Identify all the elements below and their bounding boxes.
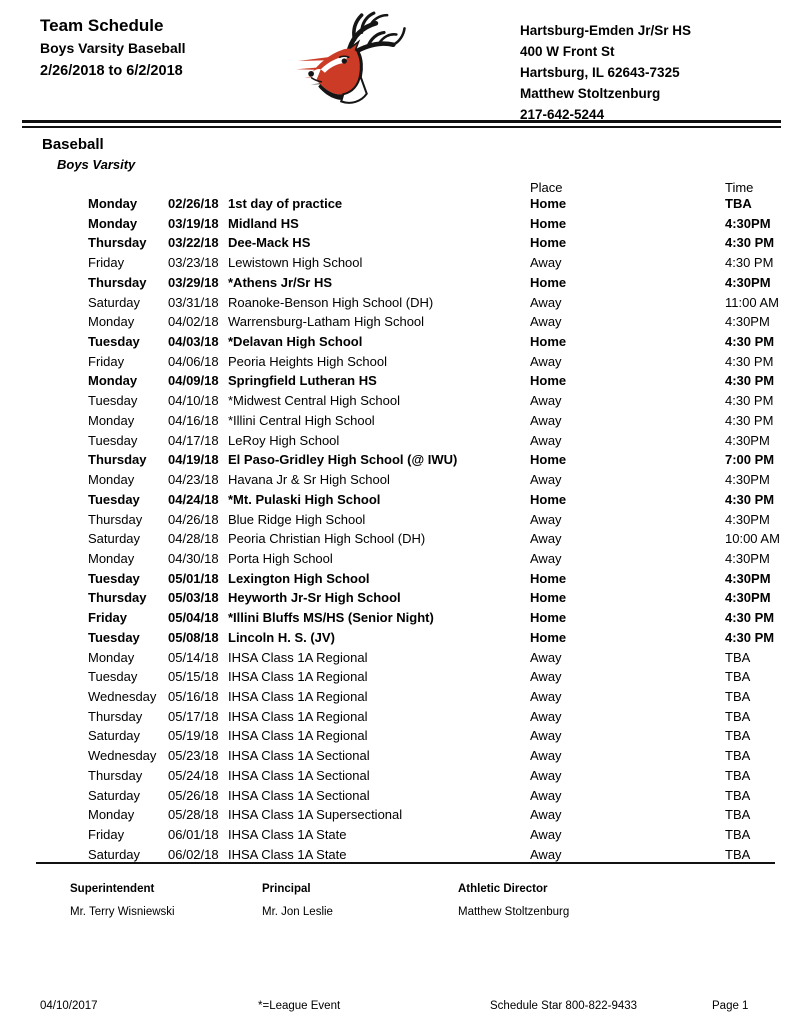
schedule-row — [0, 726, 800, 746]
event-name: IHSA Class 1A Sectional — [228, 748, 370, 764]
contact-phone: 217-642-5244 — [520, 107, 605, 122]
event-name: *Delavan High School — [228, 334, 363, 350]
schedule-table — [0, 181, 800, 864]
event-date: 05/23/18 — [168, 748, 219, 764]
schedule-row — [0, 293, 800, 313]
event-day: Friday — [88, 353, 125, 369]
event-name: Springfield Lutheran HS — [228, 373, 377, 389]
event-place: Away — [530, 255, 562, 271]
event-date: 03/22/18 — [168, 235, 219, 251]
team-name: Boys Varsity Baseball — [40, 40, 186, 56]
schedule-row — [0, 253, 800, 273]
school-city-state-zip: Hartsburg, IL 62643-7325 — [520, 65, 680, 80]
event-place: Away — [530, 787, 562, 803]
schedule-row — [0, 411, 800, 431]
event-day: Monday — [88, 649, 135, 665]
event-place: Home — [530, 334, 567, 350]
event-place: Away — [530, 728, 562, 744]
event-place: Away — [530, 550, 562, 566]
event-time: 4:30PM — [725, 215, 771, 231]
event-day: Wednesday — [88, 748, 157, 764]
event-name: IHSA Class 1A Regional — [228, 688, 368, 704]
contact-name: Matthew Stoltzenburg — [520, 86, 661, 101]
event-time: TBA — [725, 649, 751, 665]
event-day: Monday — [88, 412, 135, 428]
event-date: 06/02/18 — [168, 846, 219, 862]
event-name: El Paso-Gridley High School (@ IWU) — [228, 452, 458, 468]
event-time: 4:30PM — [725, 550, 770, 566]
schedule-row — [0, 608, 800, 628]
event-place: Away — [530, 412, 562, 428]
legend-league-event: *=League Event — [258, 1000, 341, 1012]
event-time: TBA — [725, 767, 751, 783]
event-place: Away — [530, 688, 562, 704]
event-time: 4:30PM — [725, 314, 770, 330]
staff-title: Principal — [262, 883, 311, 895]
event-time: TBA — [725, 748, 751, 764]
event-place: Home — [530, 629, 567, 645]
event-name: Havana Jr & Sr High School — [228, 472, 390, 488]
school-address: 400 W Front St — [520, 44, 615, 59]
event-place: Home — [530, 373, 567, 389]
event-day: Monday — [88, 196, 138, 211]
event-date: 04/03/18 — [168, 334, 219, 350]
event-date: 05/04/18 — [168, 610, 219, 626]
staff-name: Mr. Terry Wisniewski — [70, 906, 175, 918]
sport-title: Baseball — [42, 136, 104, 153]
event-date: 05/19/18 — [168, 728, 219, 744]
schedule-row — [0, 707, 800, 727]
event-date: 03/23/18 — [168, 255, 219, 271]
event-time: 10:00 AM — [725, 531, 780, 547]
event-place: Home — [530, 452, 567, 468]
staff-column — [70, 883, 175, 918]
event-date: 06/01/18 — [168, 827, 219, 842]
event-name: IHSA Class 1A State — [228, 827, 347, 842]
schedule-row — [0, 805, 800, 825]
event-date: 04/30/18 — [168, 550, 219, 566]
event-name: Porta High School — [228, 550, 333, 566]
event-place: Away — [530, 649, 562, 665]
page-number: Page 1 — [712, 1000, 749, 1012]
event-time: 4:30 PM — [725, 235, 775, 251]
event-place: Home — [530, 235, 567, 251]
event-date: 05/24/18 — [168, 767, 219, 783]
event-time: 4:30 PM — [725, 334, 775, 350]
school-name: Hartsburg-Emden Jr/Sr HS — [520, 23, 692, 38]
event-place: Away — [530, 432, 562, 448]
table-header-row — [0, 181, 800, 194]
event-place: Away — [530, 314, 562, 330]
school-info — [520, 20, 691, 125]
event-time: 4:30PM — [725, 570, 771, 586]
date-range: 2/26/2018 to 6/2/2018 — [40, 63, 183, 79]
event-name: Lexington High School — [228, 570, 370, 586]
event-date: 05/03/18 — [168, 590, 219, 606]
schedule-row — [0, 510, 800, 530]
schedule-row — [0, 233, 800, 253]
event-time: 4:30 PM — [725, 393, 774, 409]
schedule-row — [0, 569, 800, 589]
event-place: Away — [530, 472, 562, 488]
event-date: 02/26/18 — [168, 196, 219, 211]
event-place: Away — [530, 294, 562, 310]
event-day: Tuesday — [88, 570, 140, 586]
event-place: Home — [530, 215, 567, 231]
schedule-row — [0, 431, 800, 451]
event-name: IHSA Class 1A Supersectional — [228, 807, 403, 823]
event-time: 11:00 AM — [725, 294, 779, 310]
event-place: Away — [530, 827, 562, 842]
event-date: 05/26/18 — [168, 787, 219, 803]
event-date: 05/28/18 — [168, 807, 219, 823]
event-time: 4:30PM — [725, 274, 771, 290]
event-time: 4:30 PM — [725, 412, 774, 428]
event-name: Warrensburg-Latham High School — [228, 314, 425, 330]
schedule-row — [0, 312, 800, 332]
event-time: 4:30PM — [725, 511, 770, 527]
event-time: 4:30PM — [725, 472, 770, 488]
event-name: Heyworth Jr-Sr High School — [228, 590, 401, 606]
header-left — [40, 16, 186, 79]
event-place: Home — [530, 274, 567, 290]
schedule-row — [0, 273, 800, 293]
event-place: Home — [530, 590, 567, 606]
event-date: 04/24/18 — [168, 491, 219, 507]
staff-title: Superintendent — [70, 883, 155, 895]
event-place: Away — [530, 748, 562, 764]
print-date: 04/10/2017 — [40, 1000, 98, 1012]
event-date: 05/15/18 — [168, 669, 219, 685]
event-day: Thursday — [88, 511, 143, 527]
event-day: Thursday — [88, 590, 147, 606]
schedule-row — [0, 628, 800, 648]
event-time: TBA — [725, 846, 751, 862]
event-name: Dee-Mack HS — [228, 235, 311, 251]
event-day: Monday — [88, 807, 135, 823]
event-day: Saturday — [88, 531, 141, 547]
event-day: Tuesday — [88, 491, 140, 507]
event-time: TBA — [725, 708, 751, 724]
event-place: Away — [530, 807, 562, 823]
event-place: Away — [530, 669, 562, 685]
event-day: Saturday — [88, 787, 141, 803]
event-name: *Mt. Pulaski High School — [228, 491, 381, 507]
event-day: Tuesday — [88, 393, 138, 409]
event-name: LeRoy High School — [228, 432, 340, 448]
event-place: Home — [530, 570, 567, 586]
schedule-row — [0, 214, 800, 234]
event-day: Saturday — [88, 294, 141, 310]
event-day: Thursday — [88, 235, 147, 251]
event-name: Peoria Christian High School (DH) — [228, 531, 426, 547]
event-time: 4:30 PM — [725, 610, 775, 626]
staff-column — [262, 883, 333, 918]
event-day: Friday — [88, 827, 125, 842]
schedule-row — [0, 786, 800, 806]
event-date: 04/09/18 — [168, 373, 219, 389]
schedule-row — [0, 687, 800, 707]
event-name: IHSA Class 1A Regional — [228, 708, 368, 724]
schedule-row — [0, 332, 800, 352]
event-day: Thursday — [88, 767, 143, 783]
vendor-info: Schedule Star 800-822-9433 — [490, 1000, 638, 1012]
staff-column — [458, 883, 569, 918]
event-place: Away — [530, 708, 562, 724]
page-footer — [0, 1000, 800, 1020]
event-name: Peoria Heights High School — [228, 353, 387, 369]
event-day: Monday — [88, 472, 135, 488]
event-date: 04/17/18 — [168, 432, 219, 448]
schedule-row — [0, 648, 800, 668]
event-day: Wednesday — [88, 688, 157, 704]
event-date: 03/19/18 — [168, 215, 219, 231]
event-date: 05/01/18 — [168, 570, 219, 586]
team-level: Boys Varsity — [57, 157, 136, 172]
event-day: Saturday — [88, 846, 141, 862]
staff-name: Mr. Jon Leslie — [262, 906, 333, 918]
event-name: IHSA Class 1A Regional — [228, 728, 368, 744]
schedule-row — [0, 766, 800, 786]
event-date: 04/02/18 — [168, 314, 219, 330]
event-name: *Illini Central High School — [228, 412, 375, 428]
event-day: Friday — [88, 610, 128, 626]
table-divider — [36, 862, 775, 864]
staff-section — [0, 883, 800, 933]
event-name: *Midwest Central High School — [228, 393, 400, 409]
event-name: *Athens Jr/Sr HS — [228, 274, 333, 290]
event-date: 04/19/18 — [168, 452, 219, 468]
event-day: Friday — [88, 255, 125, 271]
event-name: IHSA Class 1A Regional — [228, 669, 368, 685]
header-divider — [22, 120, 781, 128]
event-day: Monday — [88, 550, 135, 566]
stag-icon — [296, 10, 414, 108]
report-title: Team Schedule — [40, 16, 164, 35]
event-day: Tuesday — [88, 669, 138, 685]
event-date: 03/31/18 — [168, 294, 219, 310]
event-place: Away — [530, 393, 562, 409]
event-time: TBA — [725, 787, 751, 803]
event-day: Saturday — [88, 728, 141, 744]
staff-name: Matthew Stoltzenburg — [458, 906, 570, 918]
event-day: Monday — [88, 373, 138, 389]
event-time: 4:30PM — [725, 432, 770, 448]
event-day: Tuesday — [88, 432, 138, 448]
event-time: TBA — [725, 669, 751, 685]
schedule-row — [0, 825, 800, 845]
event-time: TBA — [725, 827, 751, 842]
event-place: Home — [530, 610, 567, 626]
schedule-row — [0, 470, 800, 490]
col-header-place: Place — [530, 180, 563, 195]
event-time: 4:30 PM — [725, 629, 775, 645]
schedule-row — [0, 391, 800, 411]
event-name: Lewistown High School — [228, 255, 363, 271]
event-time: 4:30 PM — [725, 353, 774, 369]
event-date: 05/14/18 — [168, 649, 219, 665]
stag-mascot-logo — [296, 10, 414, 108]
event-time: 4:30PM — [725, 590, 771, 606]
event-day: Monday — [88, 314, 135, 330]
event-name: Blue Ridge High School — [228, 511, 366, 527]
schedule-row — [0, 529, 800, 549]
event-date: 05/08/18 — [168, 629, 219, 645]
schedule-row — [0, 746, 800, 766]
event-date: 04/16/18 — [168, 412, 219, 428]
event-date: 05/16/18 — [168, 688, 219, 704]
event-date: 04/23/18 — [168, 472, 219, 488]
schedule-row — [0, 490, 800, 510]
event-place: Home — [530, 491, 567, 507]
schedule-row — [0, 371, 800, 391]
event-time: TBA — [725, 807, 751, 823]
schedule-row — [0, 667, 800, 687]
event-name: Midland HS — [228, 215, 299, 231]
event-place: Away — [530, 767, 562, 783]
event-name: IHSA Class 1A Regional — [228, 649, 368, 665]
event-day: Monday — [88, 215, 138, 231]
event-day: Tuesday — [88, 334, 140, 350]
col-header-time: Time — [725, 180, 754, 195]
event-time: 4:30 PM — [725, 373, 775, 389]
event-date: 04/28/18 — [168, 531, 219, 547]
event-place: Away — [530, 511, 562, 527]
event-date: 04/26/18 — [168, 511, 219, 527]
event-date: 04/06/18 — [168, 353, 219, 369]
schedule-row — [0, 450, 800, 470]
event-time: TBA — [725, 688, 751, 704]
event-place: Home — [530, 196, 567, 211]
event-time: 4:30 PM — [725, 255, 774, 271]
event-name: 1st day of practice — [228, 196, 343, 211]
schedule-row — [0, 588, 800, 608]
schedule-row — [0, 194, 800, 214]
event-date: 05/17/18 — [168, 708, 219, 724]
event-day: Thursday — [88, 274, 147, 290]
staff-title: Athletic Director — [458, 883, 548, 895]
event-time: TBA — [725, 196, 752, 211]
event-time: 4:30 PM — [725, 491, 775, 507]
event-place: Away — [530, 353, 562, 369]
schedule-rows — [0, 194, 800, 864]
event-place: Away — [530, 846, 562, 862]
event-name: IHSA Class 1A Sectional — [228, 787, 370, 803]
event-name: Lincoln H. S. (JV) — [228, 629, 335, 645]
event-date: 03/29/18 — [168, 274, 219, 290]
event-name: Roanoke-Benson High School (DH) — [228, 294, 434, 310]
event-place: Away — [530, 531, 562, 547]
event-day: Thursday — [88, 452, 147, 468]
event-time: 7:00 PM — [725, 452, 775, 468]
event-name: IHSA Class 1A Sectional — [228, 767, 370, 783]
event-day: Thursday — [88, 708, 143, 724]
schedule-row — [0, 352, 800, 372]
schedule-row — [0, 549, 800, 569]
event-time: TBA — [725, 728, 751, 744]
event-date: 04/10/18 — [168, 393, 219, 409]
event-name: *Illini Bluffs MS/HS (Senior Night) — [228, 610, 434, 626]
event-name: IHSA Class 1A State — [228, 846, 347, 862]
event-day: Tuesday — [88, 629, 140, 645]
